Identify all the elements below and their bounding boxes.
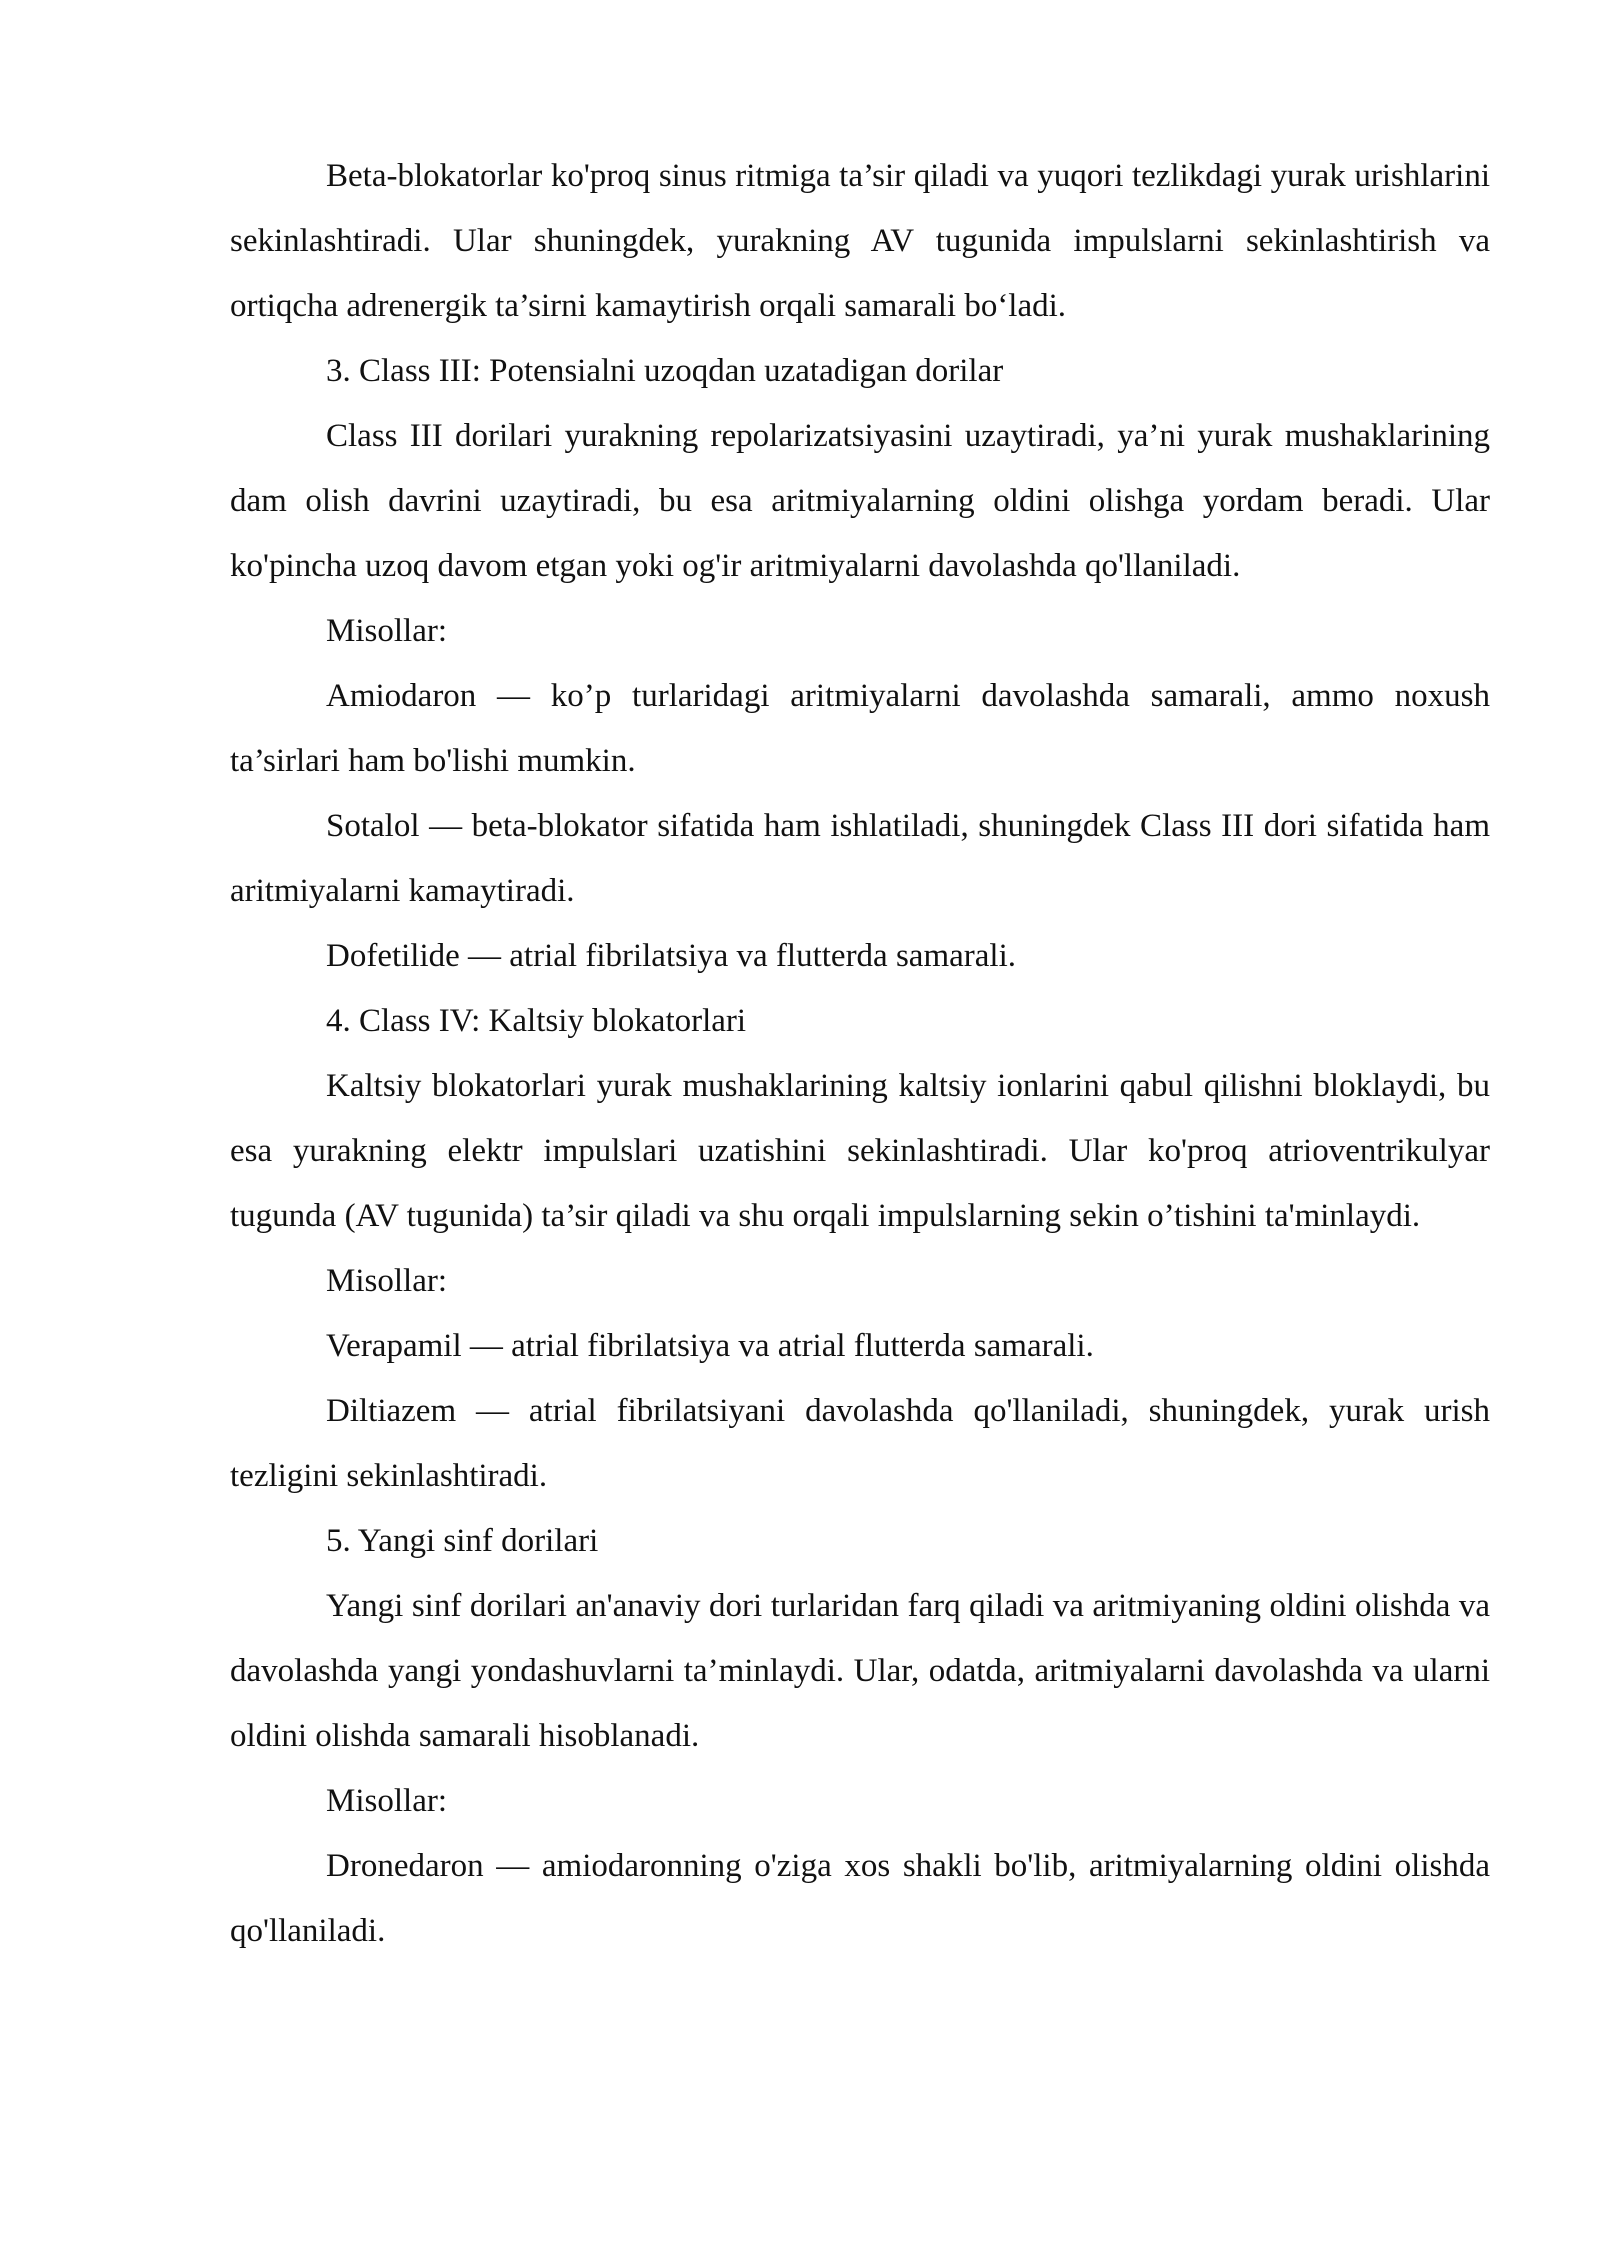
example-sotalol: Sotalol — beta-blokator sifatida ham ishlatiladi, shuningdek Class III dori sifatida ham aritmiyalarni kamaytiradi.: [230, 808, 1490, 909]
example-verapamil: Verapamil — atrial fibrilatsiya va atrial flutterda samarali.: [326, 1328, 1094, 1364]
paragraph-class-iv: Kaltsiy blokatorlari yurak mushaklarining kaltsiy ionlarini qabul qilishni bloklaydi, bu esa yurakning elektr impulslari uzatishini sekinlashtiradi. Ular ko'proq atrioventrikulyar tugunda (AV tugunida) ta’sir qiladi va shu orqali impulslarning sekin o’tishini ta'minlaydi.: [230, 1068, 1490, 1234]
heading-class-iii: 3. Class III: Potensialni uzoqdan uzatadigan dorilar: [326, 353, 1004, 389]
example-dronedaron: Dronedaron — amiodaronning o'ziga xos shakli bo'lib, aritmiyalarning oldini olishda qo'llaniladi.: [230, 1848, 1490, 1949]
examples-label: Misollar:: [326, 1783, 447, 1819]
paragraph-class-iii: Class III dorilari yurakning repolarizatsiyasini uzaytiradi, ya’ni yurak mushaklarining dam olish davrini uzaytiradi, bu esa aritmiyalarning oldini olishga yordam beradi. Ular ko'pincha uzoq davom etgan yoki og'ir aritmiyalarni davolashda qo'llaniladi.: [230, 418, 1490, 584]
document-body: [230, 144, 1490, 1964]
heading-class-iv: 4. Class IV: Kaltsiy blokatorlari: [326, 1003, 747, 1039]
examples-label: Misollar:: [326, 613, 447, 649]
heading-new-class: 5. Yangi sinf dorilari: [326, 1523, 599, 1559]
example-dofetilide: Dofetilide — atrial fibrilatsiya va flutterda samarali.: [326, 938, 1016, 974]
example-amiodaron: Amiodaron — ko’p turlaridagi aritmiyalarni davolashda samarali, ammo noxush ta’sirlari ham bo'lishi mumkin.: [230, 678, 1490, 779]
examples-label: Misollar:: [326, 1263, 447, 1299]
example-diltiazem: Diltiazem — atrial fibrilatsiyani davolashda qo'llaniladi, shuningdek, yurak urish tezligini sekinlashtiradi.: [230, 1393, 1490, 1494]
paragraph-beta-blockers: Beta-blokatorlar ko'proq sinus ritmiga ta’sir qiladi va yuqori tezlikdagi yurak urishlarini sekinlashtiradi. Ular shuningdek, yurakning AV tugunida impulslarni sekinlashtirish va ortiqcha adrenergik ta’sirni kamaytirish orqali samarali boʻladi.: [230, 158, 1490, 324]
paragraph-new-class: Yangi sinf dorilari an'anaviy dori turlaridan farq qiladi va aritmiyaning oldini olishda va davolashda yangi yondashuvlarni ta’minlaydi. Ular, odatda, aritmiyalarni davolashda va ularni oldini olishda samarali hisoblanadi.: [230, 1588, 1490, 1754]
